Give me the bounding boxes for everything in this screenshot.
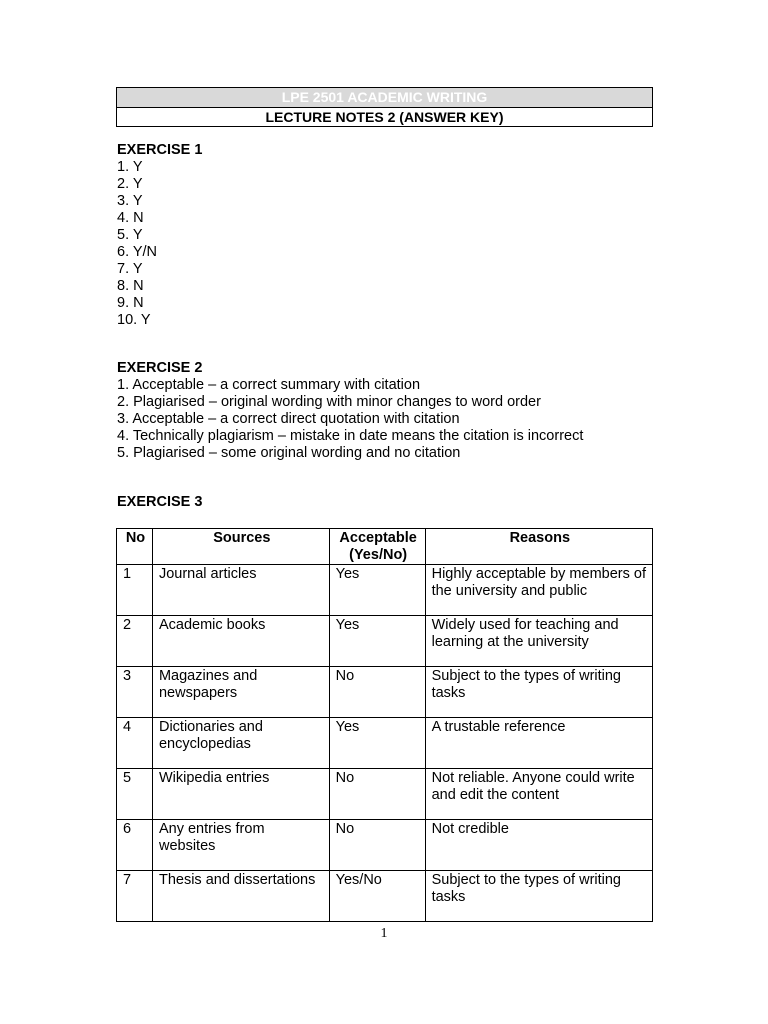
- answer-item: 10. Y: [117, 312, 151, 328]
- table-row: [117, 718, 653, 769]
- cell-acceptable: Yes/No: [329, 871, 425, 922]
- table-header-row: [117, 529, 653, 565]
- answer-item: 7. Y: [117, 261, 143, 277]
- header-sources: Sources: [152, 529, 329, 565]
- exercise-1-heading: EXERCISE 1: [117, 142, 203, 158]
- answer-item: 5. Plagiarised – some original wording and no citation: [117, 445, 461, 461]
- cell-reason: Widely used for teaching and learning at the university: [425, 616, 652, 667]
- answer-item: 4. N: [117, 210, 144, 226]
- cell-no: 6: [117, 820, 153, 871]
- cell-source: Journal articles: [152, 565, 329, 616]
- answer-item: 6. Y/N: [117, 244, 158, 260]
- cell-no: 1: [117, 565, 153, 616]
- cell-acceptable: Yes: [329, 616, 425, 667]
- header-acceptable: Acceptable (Yes/No): [329, 529, 425, 565]
- cell-no: 3: [117, 667, 153, 718]
- cell-no: 5: [117, 769, 153, 820]
- table-row: [117, 565, 653, 616]
- cell-no: 2: [117, 616, 153, 667]
- sources-table: [116, 528, 653, 922]
- answer-item: 4. Technically plagiarism – mistake in date means the citation is incorrect: [117, 428, 584, 444]
- answer-item: 9. N: [117, 295, 144, 311]
- cell-reason: Highly acceptable by members of the university and public: [425, 565, 652, 616]
- header-no: No: [117, 529, 153, 565]
- answer-item: 1. Acceptable – a correct summary with citation: [117, 377, 421, 393]
- cell-source: Academic books: [152, 616, 329, 667]
- cell-source: Dictionaries and encyclopedias: [152, 718, 329, 769]
- cell-acceptable: No: [329, 667, 425, 718]
- cell-reason: Not reliable. Anyone could write and edit the content: [425, 769, 652, 820]
- answer-item: 2. Plagiarised – original wording with minor changes to word order: [117, 394, 541, 410]
- exercise-1-section: [117, 142, 717, 329]
- cell-source: Magazines and newspapers: [152, 667, 329, 718]
- cell-source: Thesis and dissertations: [152, 871, 329, 922]
- table-row: [117, 871, 653, 922]
- page-number: 1: [380, 926, 388, 941]
- answer-item: 1. Y: [117, 159, 143, 175]
- cell-acceptable: No: [329, 820, 425, 871]
- cell-source: Wikipedia entries: [152, 769, 329, 820]
- header-reasons: Reasons: [425, 529, 652, 565]
- table-row: [117, 616, 653, 667]
- title-box: [116, 87, 653, 127]
- answer-item: 8. N: [117, 278, 144, 294]
- exercise-2-heading: EXERCISE 2: [117, 360, 203, 376]
- cell-acceptable: Yes: [329, 565, 425, 616]
- lecture-subtitle: LECTURE NOTES 2 (ANSWER KEY): [265, 109, 504, 125]
- exercise-3-heading: EXERCISE 3: [117, 494, 203, 510]
- answer-item: 5. Y: [117, 227, 143, 243]
- cell-reason: Subject to the types of writing tasks: [425, 871, 652, 922]
- cell-reason: A trustable reference: [425, 718, 652, 769]
- cell-source: Any entries from websites: [152, 820, 329, 871]
- course-title: LPE 2501 ACADEMIC WRITING: [117, 88, 652, 108]
- answer-item: 3. Y: [117, 193, 143, 209]
- cell-no: 4: [117, 718, 153, 769]
- table-row: [117, 667, 653, 718]
- cell-acceptable: Yes: [329, 718, 425, 769]
- answer-item: 3. Acceptable – a correct direct quotation with citation: [117, 411, 460, 427]
- cell-acceptable: No: [329, 769, 425, 820]
- cell-reason: Subject to the types of writing tasks: [425, 667, 652, 718]
- table-row: [117, 769, 653, 820]
- exercise-2-section: [117, 360, 717, 462]
- table-row: [117, 820, 653, 871]
- cell-no: 7: [117, 871, 153, 922]
- answer-item: 2. Y: [117, 176, 143, 192]
- cell-reason: Not credible: [425, 820, 652, 871]
- exercise-3-section: [117, 494, 717, 511]
